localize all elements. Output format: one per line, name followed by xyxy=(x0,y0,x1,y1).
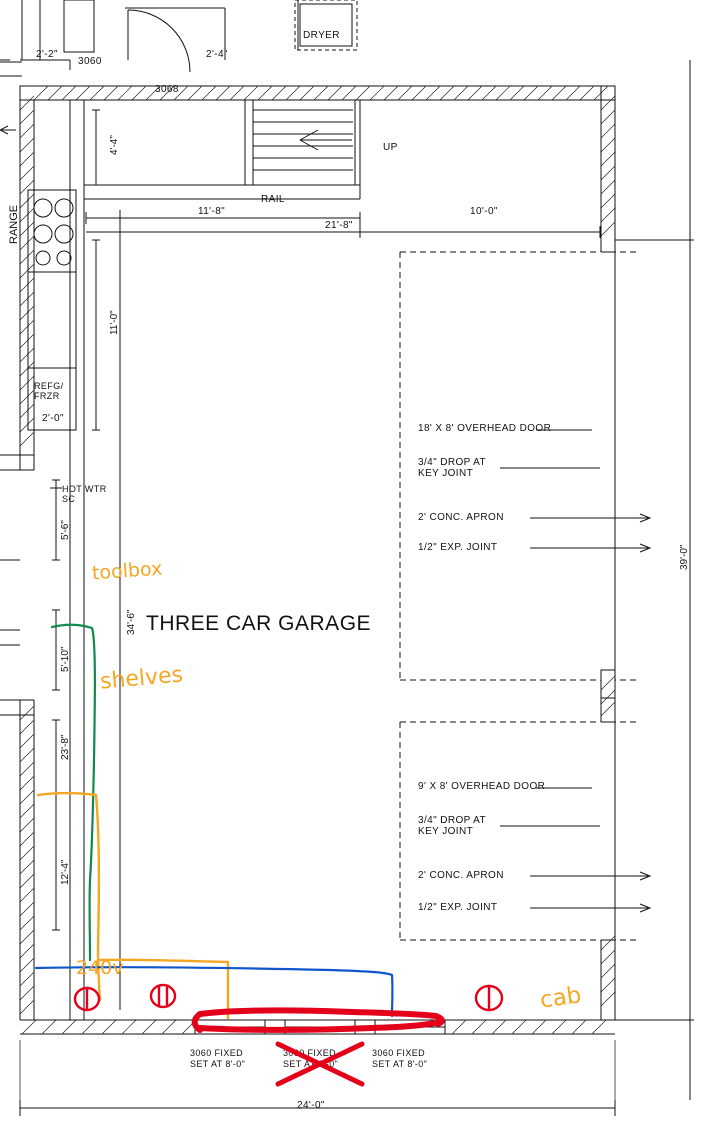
dim-vert-4-4: 4'-4" xyxy=(109,135,120,155)
note-key-joint-lower: KEY JOINT xyxy=(418,826,474,837)
note-drop-at-lower: 3/4" DROP AT xyxy=(418,815,487,826)
dim-right-39-0: 39'-0" xyxy=(679,544,690,570)
note-overhead-door-9: 9' X 8' OVERHEAD DOOR xyxy=(418,781,546,792)
toolbox-note: toolbox xyxy=(91,557,164,585)
dim-11-8: 11'-8" xyxy=(198,206,226,217)
dim-21-8: 21'-8" xyxy=(325,220,353,231)
room-label-hot-water: HOT WTR SC xyxy=(62,484,107,504)
dim-vert-5-6: 5'-6" xyxy=(60,520,71,540)
red-fixture-2 xyxy=(151,985,175,1007)
red-highlight-bottom xyxy=(200,1022,438,1030)
cab-note: cab xyxy=(538,982,583,1014)
room-label-dryer: DRYER xyxy=(303,30,340,41)
window-callout-2-line2: SET AT 8'-0" xyxy=(283,1059,339,1069)
page-title: THREE CAR GARAGE xyxy=(146,612,372,635)
window-callout-2-line1: 3060 FIXED xyxy=(283,1048,337,1058)
note-overhead-door-18: 18' X 8' OVERHEAD DOOR xyxy=(418,423,552,434)
rail-label: RAIL xyxy=(261,194,285,205)
room-label-refg-frzr: REFG/ FRZR xyxy=(34,381,64,401)
note-conc-apron-upper: 2' CONC. APRON xyxy=(418,512,504,523)
window-callout-1-line1: 3060 FIXED xyxy=(190,1048,244,1058)
stair-direction-up: UP xyxy=(383,142,398,153)
dim-10-0: 10'-0" xyxy=(470,206,498,217)
dim-top-left-a: 2'-2" xyxy=(36,49,58,60)
door-tag-3060: 3060 xyxy=(78,56,102,67)
voltage-note: 240v xyxy=(76,957,124,979)
red-highlight-top xyxy=(200,1010,436,1016)
note-conc-apron-lower: 2' CONC. APRON xyxy=(418,870,504,881)
window-callout-3-line2: SET AT 8'-0" xyxy=(372,1059,428,1069)
dim-vert-34-6: 34'-6" xyxy=(126,609,137,635)
window-callout-3-line1: 3060 FIXED xyxy=(372,1048,426,1058)
dim-vert-5-10: 5'-10" xyxy=(60,646,71,672)
shelves-note: shelves xyxy=(99,662,185,695)
dim-top-left-b: 2'-4" xyxy=(206,49,228,60)
note-drop-at-upper: 3/4" DROP AT xyxy=(418,457,487,468)
door-tag-3068: 3068 xyxy=(155,84,179,95)
dim-vert-12-4: 12'-4" xyxy=(60,859,71,885)
note-exp-joint-lower: 1/2" EXP. JOINT xyxy=(418,902,498,913)
dim-vert-11-0: 11'-0" xyxy=(109,310,120,335)
room-label-range: RANGE xyxy=(8,204,20,244)
note-key-joint-upper: KEY JOINT xyxy=(418,468,474,479)
window-callout-1-line2: SET AT 8'-0" xyxy=(190,1059,246,1069)
note-exp-joint-upper: 1/2" EXP. JOINT xyxy=(418,542,498,553)
dim-vert-23-8: 23'-8" xyxy=(60,734,71,760)
dim-bottom-24-0: 24'-0" xyxy=(297,1100,325,1111)
dim-vert-2-0: 2'-0" xyxy=(42,413,64,424)
